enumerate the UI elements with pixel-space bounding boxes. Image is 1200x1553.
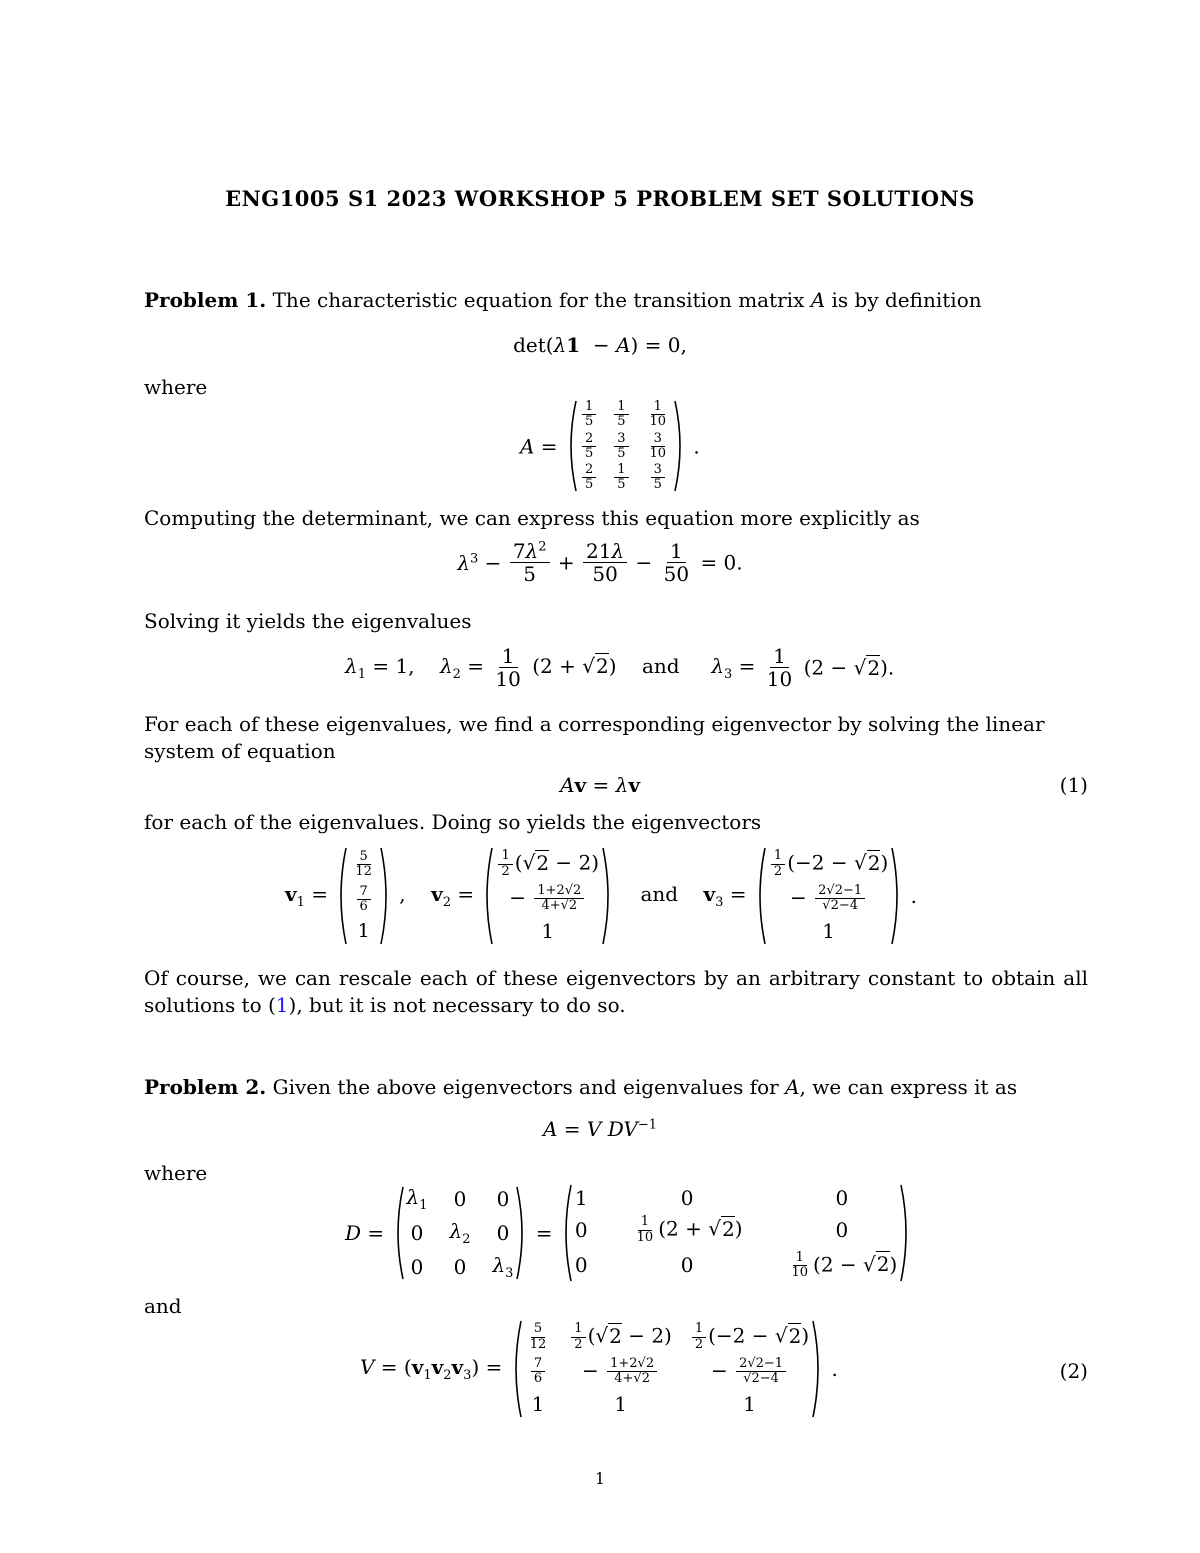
vector-v3: $\frac{1}{2}$ (−2 − √2) − $\frac{2√2-1}{√2-4}$ 1 [753,846,904,946]
of-course-text: Of course, we can rescale each of these eigenvectors by an arbitrary constant to obtain all solutions to (1), but it is not necessary to do so. [144,966,1088,1017]
document-title: ENG1005 S1 2023 WORKSHOP 5 PROBLEM SET SOLUTIONS [225,186,975,211]
matrix-V: $\frac{5}{12}$ $\frac{1}{2}$ (√2 − 2) $\frac{1}{2}$ (−2 − √2) $\frac{7}{6}$ − $\frac{1+2√2}{4+√2}$ − $\frac{2√2-1}{√2-4}$ 1 1 1 [509,1319,825,1419]
where-label-2: where [144,1161,208,1185]
matrix-V-equation: $V = (v_1v_2v_3)$ = $\frac{5}{12}$ $\frac{1}{2}$ (√2 − 2) $\frac{1}{2}$ (−2 − √2) $\frac{7}{6}$ − $\frac{1+2√2}{4+√2}$ − $\frac{2√2-1}{√2-4}$ 1 1 1 . [360,1319,838,1419]
where-label-1: where [144,375,208,399]
problem1-intro [144,287,1088,314]
and-label: and [144,1294,182,1318]
matrix-cell: $\frac{1}{5}$ [582,400,596,430]
matrix-cell: $\frac{2}{5}$ [582,463,596,493]
det-equation: det(λ1 − A) = 0, [513,333,687,357]
matrix-cell: $\frac{3}{10}$ [649,430,667,461]
diagonalization-equation: A = V $DV^{-1}$ [542,1117,658,1141]
matrix-cell: $\frac{1}{10}$ [649,399,667,430]
problem2-intro-text: Given the above eigenvectors and eigenvalues for A, we can express it as [272,1075,1018,1099]
matrix-cell: $\frac{2}{5}$ [582,432,596,462]
problem2-intro [144,1074,1088,1101]
matrix-D-symbolic: $\lambda_1$ 0 0 0 $\lambda_2$ 0 0 0 $\lambda_3$ [391,1183,530,1283]
matrix-cell: $\frac{3}{5}$ [651,463,665,493]
equation-1-number: (1) [1059,773,1088,797]
equation-1: Av = λv [560,773,640,797]
computing-text: Computing the determinant, we can express this equation more explicitly as [144,506,920,530]
matrix-D-explicit: 1 0 0 0 $\frac{1}{10}$ (2 + √2) 0 0 0 $\frac{1}{10}$ (2 − √2) [559,1183,913,1283]
problem1-intro-text: The characteristic equation for the transition matrix A is by definition [272,288,982,312]
problem1-heading: Problem 1. [144,288,267,312]
vector-v1: $\frac{5}{12}$ $\frac{7}{6}$ 1 [334,846,393,946]
for-each-text: For each of these eigenvalues, we find a corresponding eigenvector by solving the linear system of equation [144,712,1045,763]
matrix-A-equation: A = $\frac{1}{5}$ $\frac{1}{5}$ $\frac{1}{10}$ $\frac{2}{5}$ $\frac{3}{5}$ $\frac{3}{10}$ $\frac{2}{5}$ $\frac{1}{5}$ $\frac{3}{5}$ . [520,398,700,495]
equation-1-reference[interactable]: 1 [275,993,289,1017]
equation-2-number: (2) [1059,1359,1088,1383]
matrix-cell: $\frac{1}{5}$ [614,463,628,493]
vector-v2: $\frac{1}{2}$ (√2 − 2) − $\frac{1+2√2}{4+√2}$ 1 [480,846,615,946]
for-each-2-text: for each of the eigenvalues. Doing so yields the eigenvectors [144,810,762,834]
eigenvalues-equation: $\lambda_1 = 1$, $\lambda_2$ = $\frac{1}{10}$ (2 + √2) and $\lambda_3$ = $\frac{1}{10}$ (2 − √2). [345,644,895,691]
page-number: 1 [594,1469,606,1488]
problem2-heading: Problem 2. [144,1075,267,1099]
matrix-D-equation: D = $\lambda_1$ 0 0 0 $\lambda_2$ 0 0 0 $\lambda_3$ = 1 0 0 0 $\frac{1}{10}$ (2 + √2) 0 0 0 $\frac{1}{10}$ (2 − √2) [345,1183,913,1283]
solving-text: Solving it yields the eigenvalues [144,609,472,633]
matrix-cell: $\frac{1}{5}$ [614,400,628,430]
eigenvectors-equation: $v_1$ = $\frac{5}{12}$ $\frac{7}{6}$ 1 , $v_2$ = $\frac{1}{2}$ (√2 − 2) − $\frac{1+2√2}{4+√2}$ 1 and $v_3$ = $\frac{1}{2}$ (−2 − √2) − $\frac{2√2-1}{√2-4}$ 1 . [285,846,917,946]
matrix-cell: $\frac{3}{5}$ [614,432,628,462]
matrix-A [564,398,687,495]
characteristic-polynomial: $\lambda^3$ − $\frac{7\lambda^2}{5}$ + $\frac{21\lambda}{50}$ − $\frac{1}{50}$ = 0. [457,539,743,586]
